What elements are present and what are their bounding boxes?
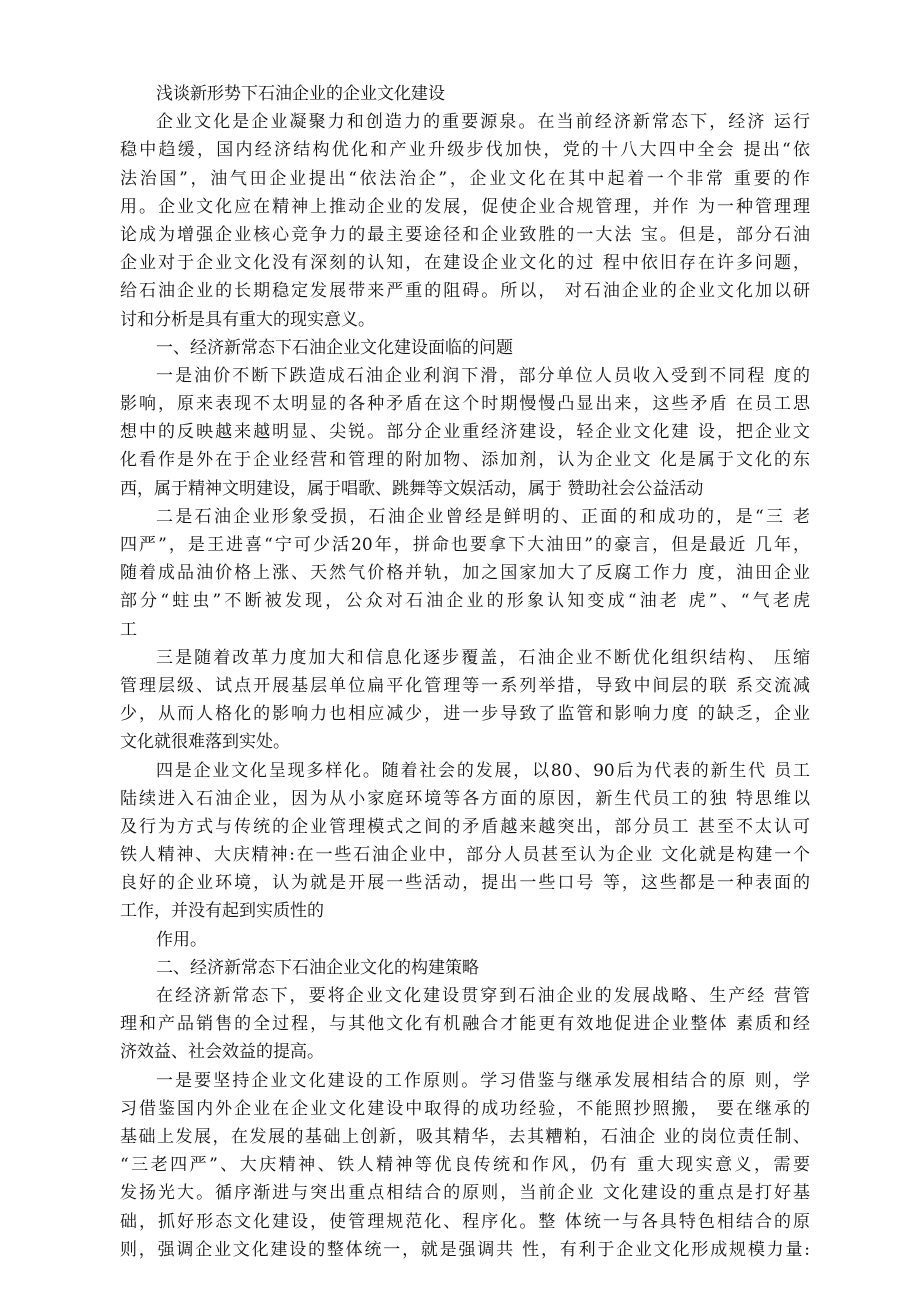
paragraph-line: 理和产品销售的全过程，与其他文化有机融合才能更有效地促进企业整体 素质和经 [120,1014,810,1035]
paragraph-line: “三老四严”、大庆精神、铁人精神等优良传统和作风，仍有 重大现实意义，需要 [120,1155,810,1176]
paragraph-line: 随着成品油价格上涨、天然气价格并轨，加之国家加大了反腐工作力 度，油田企业 [120,563,810,584]
paragraph-line: 用。企业文化应在精神上推动企业的发展，促使企业合规管理，并作 为一种管理理 [120,196,810,217]
paragraph-first-line: 浅谈新形势下石油企业的企业文化建设 [156,84,445,104]
paragraph-line: 铁人精神、大庆精神:在一些石油企业中，部分人员甚至认为企业 文化就是构建一个 [120,845,810,866]
paragraph-line: 工作，并没有起到实质性的 [120,901,324,922]
paragraph-first-line: 企业文化是企业凝聚力和创造力的重要源泉。在当前经济新常态下，经济 运行 [156,112,810,133]
paragraph-line: 化看作是外在于企业经营和管理的附加物、添加剂，认为企业文 化是属于文化的东 [120,450,810,471]
paragraph-line: 陆续进入石油企业，因为从小家庭环境等各方面的原因，新生代员工的独 特思维以 [120,788,810,809]
paragraph-line: 部分“蛀虫”不断被发现，公众对石油企业的形象认知变成“油老 虎”、“气老虎 [120,591,810,612]
paragraph-line: 讨和分析是具有重大的现实意义。 [120,309,375,330]
paragraph-line: 论成为增强企业核心竞争力的最主要途径和企业致胜的一大法 宝。但是，部分石油 [120,224,810,245]
paragraph-line: 影响，原来表现不太明显的各种矛盾在这个时期慢慢凸显出来，这些矛盾 在员工思 [120,394,810,415]
paragraph-first-line: 一是油价不断下跌造成石油企业利润下滑，部分单位人员收入受到不同程 度的 [156,365,810,386]
paragraph-first-line: 二是石油企业形象受损，石油企业曾经是鲜明的、正面的和成功的，是“三 老 [156,506,810,527]
paragraph-first-line: 作用。 [156,929,207,950]
paragraph-first-line: 一、经济新常态下石油企业文化建设面临的问题 [156,337,513,358]
paragraph-line: 及行为方式与传统的企业管理模式之间的矛盾越来越突出，部分员工 甚至不太认可 [120,816,810,837]
paragraph-line: 西，属于精神文明建设，属于唱歌、跳舞等文娱活动，属于 赞助社会公益活动 [120,478,704,499]
paragraph-line: 稳中趋缓，国内经济结构优化和产业升级步伐加快，党的十八大四中全会 提出“依 [120,140,810,161]
paragraph-line: 想中的反映越来越明显、尖锐。部分企业重经济建设，轻企业文化建 设，把企业文 [120,422,810,443]
paragraph-line: 基础上发展，在发展的基础上创新，吸其精华，去其糟粕，石油企 业的岗位责任制、 [120,1126,810,1147]
paragraph-line: 少，从而人格化的影响力也相应减少，进一步导致了监管和影响力度 的缺乏，企业 [120,704,810,725]
paragraph-line: 企业对于企业文化没有深刻的认知，在建设企业文化的过 程中依旧存在许多问题， [120,253,810,274]
paragraph-line: 工 [120,619,137,640]
paragraph-line: 础，抓好形态文化建设，使管理规范化、程序化。整 体统一与各具特色相结合的原 [120,1211,810,1232]
paragraph-first-line: 一是要坚持企业文化建设的工作原则。学习借鉴与继承发展相结合的原 则，学 [156,1070,810,1091]
paragraph-line: 管理层级、试点开展基层单位扁平化管理等一系列举措，导致中间层的联 系交流减 [120,675,810,696]
paragraph-first-line: 二、经济新常态下石油企业文化的构建策略 [156,957,479,978]
paragraph-line: 文化就很难落到实处。 [120,732,290,753]
paragraph-line: 则，强调企业文化建设的整体统一，就是强调共 性，有利于企业文化形成规模力量: [120,1239,810,1260]
paragraph-line: 给石油企业的长期稳定发展带来严重的阻碍。所以， 对石油企业的企业文化加以研 [120,281,810,302]
paragraph-line: 四严”，是王进喜“宁可少活20年，拼命也要拿下大油田”的豪言，但是最近 几年， [120,535,810,555]
paragraph-line: 习借鉴国内外企业在企业文化建设中取得的成功经验，不能照抄照搬， 要在继承的 [120,1098,810,1119]
document-body [120,80,810,1264]
paragraph-line: 良好的企业环境，认为就是开展一些活动，提出一些口号 等，这些都是一种表面的 [120,873,810,894]
paragraph-first-line: 在经济新常态下，要将企业文化建设贯穿到石油企业的发展战略、生产经 营管 [156,986,810,1006]
paragraph-line: 发扬光大。循序渐进与突出重点相结合的原则，当前企业 文化建设的重点是打好基 [120,1183,810,1204]
paragraph-line: 法治国”，油气田企业提出“依法治企”，企业文化在其中起着一个非常 重要的作 [120,168,810,189]
paragraph-first-line: 三是随着改革力度加大和信息化逐步覆盖，石油企业不断优化组织结构、 压缩 [156,647,810,668]
paragraph-line: 济效益、社会效益的提高。 [120,1042,324,1063]
paragraph-first-line: 四是企业文化呈现多样化。随着社会的发展，以80、90后为代表的新生代 员工 [156,760,810,781]
